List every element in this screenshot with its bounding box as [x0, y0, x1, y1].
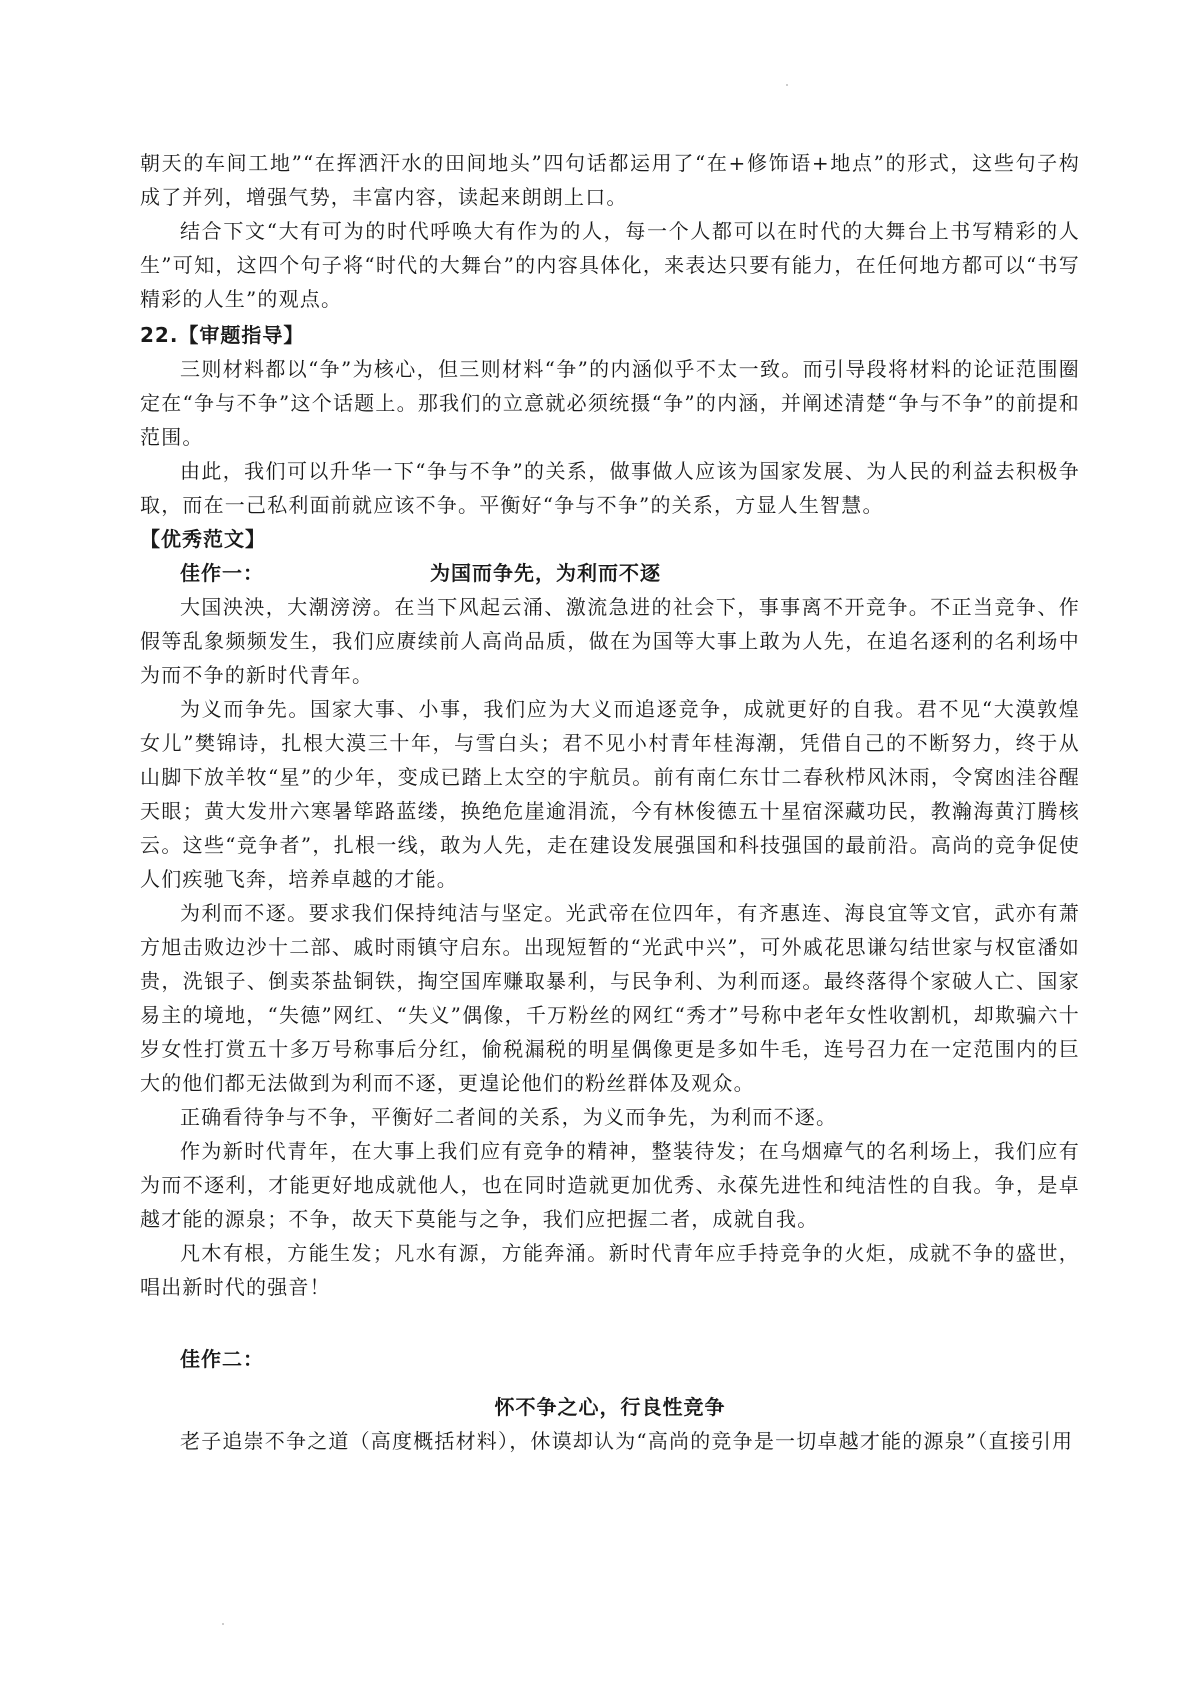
essay-2-paragraph: 老子追崇不争之道（高度概括材料），休谟却认为“高尚的竞争是一切卓越才能的源泉”（直接引用 — [180, 1429, 1074, 1453]
answer-paragraph: 结合下文“大有可为的时代呼唤大有作为的人，每一个人都可以在时代的大舞台上书写精彩的人生”可知，这四个句子将“时代的大舞台”的内容具体化，来表达只要有能力，在任何地方都可以“书写精彩的人生”的观点。 — [140, 219, 1080, 311]
question-22-heading: 22.【审题指导】 — [140, 323, 305, 347]
essay-1-paragraph: 大国泱泱，大潮滂滂。在当下风起云涌、激流急进的社会下，事事离不开竞争。不正当竞争、作假等乱象频频发生，我们应赓续前人高尚品质，做在为国等大事上敢为人先，在追名逐利的名利场中为而不争的新时代青年。 — [140, 595, 1080, 687]
excellent-essays-heading: 【优秀范文】 — [140, 527, 266, 551]
essay-1-paragraph: 正确看待争与不争，平衡好二者间的关系，为义而争先，为利而不逐。 — [180, 1105, 838, 1129]
essay-2-title: 怀不争之心，行良性竞争 — [494, 1395, 726, 1419]
answer-paragraph: 朝天的车间工地”“在挥洒汗水的田间地头”四句话都运用了“在+修饰语+地点”的形式，这些句子构成了并列，增强气势，丰富内容，读起来朗朗上口。 — [140, 151, 1080, 209]
essay-1-paragraph: 作为新时代青年，在大事上我们应有竞争的精神，整装待发；在乌烟瘴气的名利场上，我们应有为而不逐利，才能更好地成就他人，也在同时造就更加优秀、永葆先进性和纯洁性的自我。争，是卓越才能的源泉；不争，故天下莫能与之争，我们应把握二者，成就自我。 — [140, 1139, 1080, 1231]
guidance-paragraph: 三则材料都以“争”为核心，但三则材料“争”的内涵似乎不太一致。而引导段将材料的论证范围圈定在“争与不争”这个话题上。那我们的立意就必须统摄“争”的内涵，并阐述清楚“争与不争”的前提和范围。 — [140, 357, 1080, 449]
essay-1-label: 佳作一： — [180, 561, 264, 585]
essay-1-header — [140, 556, 1080, 590]
essay-1-paragraph: 为义而争先。国家大事、小事，我们应为大义而追逐竞争，成就更好的自我。君不见“大漠敦煌女儿”樊锦诗，扎根大漠三十年，与雪白头；君不见小村青年桂海潮，凭借自己的不断努力，终于从山脚下放羊牧“星”的少年，变成已踏上太空的宇航员。前有南仁东廿二春秋栉风沐雨，令窝凼洼谷醒天眼；黄大发卅六寒暑筚路蓝缕，换绝危崖逾涓流，今有林俊德五十星宿深藏功民，教瀚海黄汀腾核云。这些“竞争者”，扎根一线，敢为人先，走在建设发展强国和科技强国的最前沿。高尚的竞争促使人们疾驰飞奔，培养卓越的才能。 — [140, 697, 1080, 891]
guidance-paragraph: 由此，我们可以升华一下“争与不争”的关系，做事做人应该为国家发展、为人民的利益去积极争取，而在一己私利面前就应该不争。平衡好“争与不争”的关系，方显人生智慧。 — [140, 459, 1080, 517]
essay-1-title: 为国而争先，为利而不逐 — [430, 561, 661, 585]
essay-2-label: 佳作二： — [180, 1347, 264, 1371]
essay-1-paragraph: 凡木有根，方能生发；凡水有源，方能奔涌。新时代青年应手持竞争的火炬，成就不争的盛世，唱出新时代的强音！ — [140, 1241, 1080, 1299]
document-body — [140, 146, 1080, 1458]
scan-speck — [222, 1623, 224, 1625]
essay-1-paragraph: 为利而不逐。要求我们保持纯洁与坚定。光武帝在位四年，有齐惠连、海良宜等文官，武亦有萧方旭击败边沙十二部、戚时雨镇守启东。出现短暂的“光武中兴”，可外戚花思谦勾结世家与权宦潘如贵，洗银子、倒卖茶盐铜铁，掏空国库赚取暴利，与民争利、为利而逐。最终落得个家破人亡、国家易主的境地，“失德”网红、“失义”偶像，千万粉丝的网红“秀才”号称中老年女性收割机，却欺骗六十岁女性打赏五十多万号称事后分红，偷税漏税的明星偶像更是多如牛毛，连号召力在一定范围内的巨大的他们都无法做到为利而不逐，更遑论他们的粉丝群体及观众。 — [140, 901, 1080, 1095]
scan-speck — [786, 84, 788, 86]
